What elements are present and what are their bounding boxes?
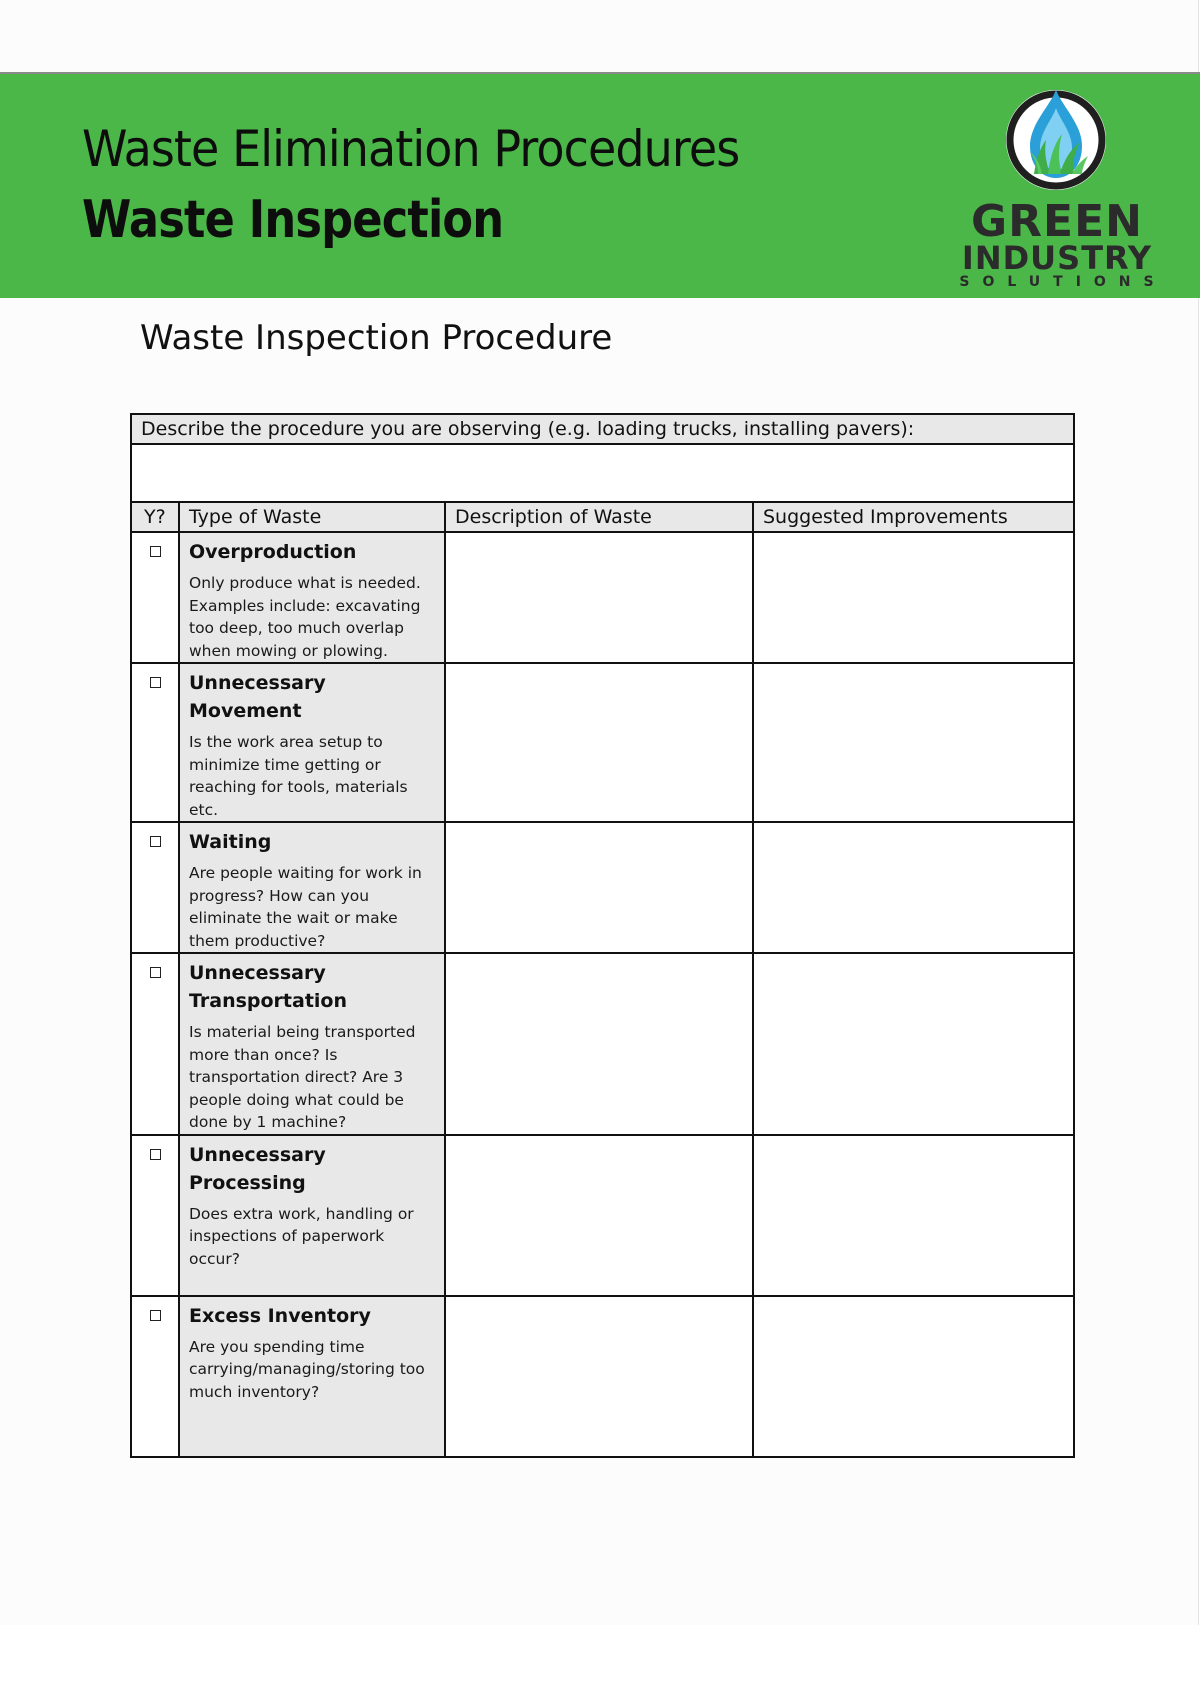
procedure-prompt: Describe the procedure you are observing (e.g. loading trucks, installing pavers): <box>131 414 1074 444</box>
waste-checkbox[interactable] <box>150 1310 161 1321</box>
prompt-row <box>131 414 1074 444</box>
company-logo <box>952 82 1167 292</box>
waste-checkbox[interactable] <box>150 967 161 978</box>
water-drop-grass-icon <box>1000 82 1112 194</box>
waste-inspection-table <box>130 413 1075 1458</box>
table-row <box>131 822 1074 953</box>
waste-description: Is material being transported more than once? Is transportation direct? Are 3 people doing what could be done by 1 machine? <box>189 1023 416 1131</box>
waste-checkbox[interactable] <box>150 1149 161 1160</box>
table-row <box>131 1296 1074 1457</box>
waste-checkbox-cell <box>131 663 179 822</box>
column-header-improvements: Suggested Improvements <box>753 502 1074 532</box>
logo-word-solutions: SOLUTIONS <box>959 274 1167 290</box>
waste-name: Excess Inventory <box>189 1304 371 1327</box>
column-header-yes: Y? <box>131 502 179 532</box>
improvements-input-cell[interactable] <box>753 822 1074 953</box>
improvements-input-cell[interactable] <box>753 663 1074 822</box>
waste-description: Are you spending time carrying/managing/storing too much inventory? <box>189 1337 425 1401</box>
procedure-answer-field[interactable] <box>131 444 1074 502</box>
waste-name: Unnecessary Processing <box>189 1143 326 1194</box>
waste-checkbox[interactable] <box>150 836 161 847</box>
page-bottom-margin <box>0 1625 1200 1697</box>
header-banner <box>0 74 1200 298</box>
waste-type-cell <box>179 953 445 1135</box>
table-row <box>131 532 1074 663</box>
section-title: Waste Inspection Procedure <box>140 318 613 358</box>
waste-checkbox-cell <box>131 1296 179 1457</box>
waste-checkbox-cell <box>131 822 179 953</box>
waste-description: Are people waiting for work in progress? How can you eliminate the wait or make them productive? <box>189 864 422 950</box>
waste-description: Does extra work, handling or inspections of paperwork occur? <box>189 1204 414 1268</box>
document-title: Waste Elimination Procedures <box>82 120 740 178</box>
description-input-cell[interactable] <box>445 822 753 953</box>
waste-type-cell <box>179 822 445 953</box>
waste-checkbox[interactable] <box>150 546 161 557</box>
procedure-answer-row <box>131 444 1074 502</box>
waste-description: Is the work area setup to minimize time getting or reaching for tools, materials etc. <box>189 733 408 819</box>
column-header-type: Type of Waste <box>179 502 445 532</box>
waste-name: Waiting <box>189 831 272 853</box>
description-input-cell[interactable] <box>445 953 753 1135</box>
waste-name: Unnecessary Transportation <box>189 962 348 1012</box>
table-row <box>131 953 1074 1135</box>
description-input-cell[interactable] <box>445 532 753 663</box>
column-header-description: Description of Waste <box>445 502 753 532</box>
table-row <box>131 663 1074 822</box>
waste-type-cell <box>179 1135 445 1296</box>
description-input-cell[interactable] <box>445 1296 753 1457</box>
improvements-input-cell[interactable] <box>753 953 1074 1135</box>
description-input-cell[interactable] <box>445 663 753 822</box>
waste-description: Only produce what is needed. Examples include: excavating too deep, too much overlap when mowing or plowing. <box>189 574 421 660</box>
logo-word-green: GREEN <box>971 196 1143 247</box>
waste-type-cell <box>179 1296 445 1457</box>
improvements-input-cell[interactable] <box>753 532 1074 663</box>
waste-checkbox-cell <box>131 1135 179 1296</box>
waste-checkbox[interactable] <box>150 677 161 688</box>
waste-name: Unnecessary Movement <box>189 672 326 722</box>
improvements-input-cell[interactable] <box>753 1296 1074 1457</box>
waste-checkbox-cell <box>131 953 179 1135</box>
document-subtitle: Waste Inspection <box>82 190 504 250</box>
improvements-input-cell[interactable] <box>753 1135 1074 1296</box>
waste-checkbox-cell <box>131 532 179 663</box>
column-header-row <box>131 502 1074 532</box>
description-input-cell[interactable] <box>445 1135 753 1296</box>
table-row <box>131 1135 1074 1296</box>
waste-type-cell <box>179 663 445 822</box>
logo-word-industry: INDUSTRY <box>961 239 1153 277</box>
waste-name: Overproduction <box>189 541 357 563</box>
waste-type-cell <box>179 532 445 663</box>
